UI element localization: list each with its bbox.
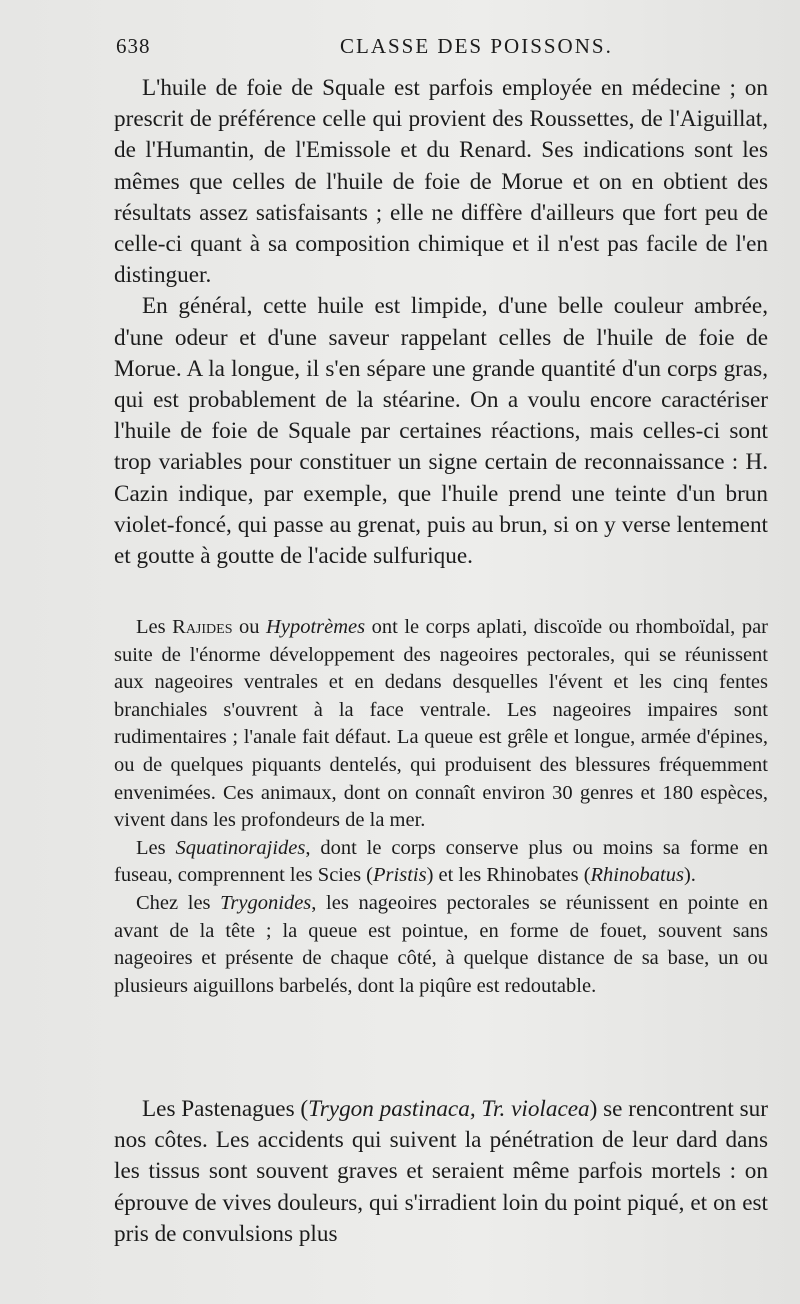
paragraph-squatinorajides	[114, 835, 768, 890]
term-rajides: Rajides	[172, 616, 233, 638]
text-run: ) se rencontrent sur nos côtes. Les accidents qui suivent la pénétration de leur dard dans les tissus sont souvent graves et seraient même parfois mortels : on éprouve de vives douleurs, qui s'irradient loin du point piqué, et on est pris de convulsions plus	[114, 1096, 768, 1247]
term-hypotremes: Hypotrèmes	[266, 616, 366, 638]
paragraph-trygonides	[114, 890, 768, 1000]
term-pristis: Pristis	[373, 864, 427, 887]
term-squatinorajides: Squatinorajides	[175, 836, 306, 859]
text-run: Les Pastenagues (	[142, 1096, 309, 1122]
page-number: 638	[116, 34, 151, 58]
term-trygonides: Trygonides	[220, 891, 312, 914]
text-block-pastenagues	[114, 1094, 768, 1250]
paragraph-pastenagues	[114, 1094, 768, 1250]
text-run: ou	[232, 616, 267, 638]
text-run: Les	[136, 616, 173, 638]
paragraph-rajides	[114, 614, 768, 835]
text-run: ).	[683, 864, 696, 887]
running-title: CLASSE DES POISSONS.	[340, 34, 613, 58]
text-block-shark-oil	[114, 73, 768, 572]
text-run: Les	[136, 836, 176, 859]
paragraph-shark-liver-oil-use: L'huile de foie de Squale est parfois employée en médecine ; on prescrit de préférence celle qui provient des Roussettes, de l'Aiguillat, de l'Humantin, de l'Emissole et du Renard. Ses indications sont les mêmes que celles de l'huile de foie de Morue et on en obtient des résultats assez satisfaisants ; elle ne diffère d'ailleurs que fort peu de celle-ci quant à sa composition chimique et il n'est pas facile de l'en distinguer.	[114, 75, 768, 289]
page-header	[116, 34, 766, 64]
text-run: , dont le corps conserve plus ou moins sa forme en fuseau, comprennent les Scies (	[114, 836, 768, 887]
text-block-rajides	[114, 614, 768, 1000]
paragraph-shark-oil-properties: En général, cette huile est limpide, d'une belle couleur ambrée, d'une odeur et d'une saveur rappelant celles de l'huile de foie de Morue. A la longue, il s'en sépare une grande quantité d'un corps gras, qui est probablement de la stéarine. On a voulu encore caractériser l'huile de foie de Squale par certaines réactions, mais celles-ci sont trop variables pour constituer un signe certain de reconnaissance : H. Cazin indique, par exemple, que l'huile prend une teinte d'un brun violet-foncé, qui passe au grenat, puis au brun, si on y verse lentement et goutte à goutte de l'acide sulfurique.	[114, 293, 768, 570]
text-run: ont le corps aplati, discoïde ou rhomboïdal, par suite de l'énorme développement des nageoires pectorales, qui se réunissent aux nageoires ventrales et en dedans desquelles l'évent et les cinq fentes branchiales s'ouvrent à la face ventrale. Les nageoires impaires sont rudimentaires ; l'anale fait défaut. La queue est grêle et longue, armée d'épines, ou de quelques piquants dentelés, qui produisent des blessures fréquemment envenimées. Ces animaux, dont on connaît environ 30 genres et 180 espèces, vivent dans les profondeurs de la mer.	[114, 616, 769, 832]
text-run: ) et les Rhinobates (	[426, 864, 591, 887]
term-rhinobatus: Rhinobatus	[590, 864, 684, 887]
text-run: Chez les	[136, 891, 221, 914]
text-run: , les nageoires pectorales se réunissent en pointe en avant de la tête ; la queue est pointue, en forme de fouet, souvent sans nageoires et présente de chaque côté, à quelque distance de sa base, un ou plusieurs aiguillons barbelés, dont la piqûre est redoutable.	[114, 891, 768, 997]
term-trygon-species: Trygon pastinaca, Tr. violacea	[308, 1096, 590, 1122]
